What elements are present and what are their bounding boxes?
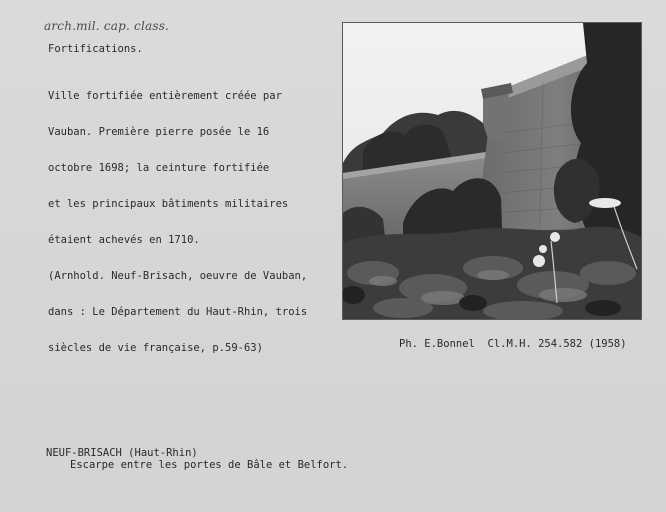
description-line: Ville fortifiée entièrement créée par	[48, 90, 282, 102]
description-line: Vauban. Première pierre posée le 16	[48, 126, 270, 138]
fortification-wall-photo-icon	[343, 23, 641, 319]
fortification-photo	[343, 23, 641, 319]
description-line: dans : Le Département du Haut-Rhin, trois	[48, 306, 308, 318]
description-line: et les principaux bâtiments militaires	[48, 198, 289, 210]
handwritten-classification: arch.mil. cap. class.	[44, 19, 170, 33]
description-line: octobre 1698; la ceinture fortifiée	[48, 162, 270, 174]
photo-credit: Ph. E.Bonnel Cl.M.H. 254.582 (1958)	[399, 338, 627, 350]
description-line: étaient achevés en 1710.	[48, 234, 200, 246]
description-line: (Arnhold. Neuf-Brisach, oeuvre de Vauban,	[48, 270, 308, 282]
photo-subject: Escarpe entre les portes de Bâle et Belfort.	[70, 459, 349, 471]
record-heading: Fortifications.	[48, 43, 143, 55]
description-line: siècles de vie française, p.59-63)	[48, 342, 263, 354]
location-title: NEUF-BRISACH (Haut-Rhin)	[46, 447, 198, 459]
record-description	[48, 66, 307, 378]
